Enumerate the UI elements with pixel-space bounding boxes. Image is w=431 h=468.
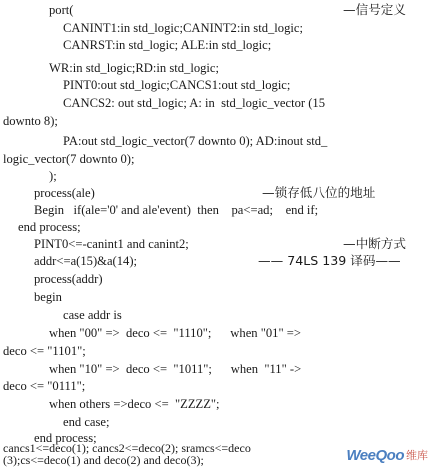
code-line: Begin if(ale='0' and ale'event) then pa<=ad; end if; [34,203,319,217]
code-line: PINT0:out std_logic;CANCS1:out std_logic; [63,78,291,92]
code-line: deco <= "0111"; [3,379,86,393]
code-line: ); [49,169,57,183]
code-line-port: port( [49,3,74,17]
code-line: downto 8); [3,114,58,128]
comment-interrupt-mode: —中断方式 [343,236,406,251]
code-line: logic_vector(7 downto 0); [3,152,135,166]
code-line: end case; [63,415,110,429]
watermark-cn-text: 维库 [406,449,428,462]
code-line: end process; [18,220,81,234]
comment-decoder: —— 74LS 139 译码—— [258,253,401,268]
comment-signal-definition: —信号定义 [343,2,406,17]
code-line: end process; [34,431,97,445]
watermark-logo: WeeQoo [346,446,404,464]
code-line: process(addr) [34,272,103,286]
code-line: CANCS2: out std_logic; A: in std_logic_vector (15 [63,96,326,110]
code-line: case addr is [63,308,122,322]
code-line: process(ale) [34,186,95,200]
code-line: PINT0<=-canint1 and canint2; [34,237,189,251]
code-line: (3);cs<=deco(1) and deco(2) and deco(3); [3,453,204,467]
code-line: CANINT1:in std_logic;CANINT2:in std_logic; [63,21,303,35]
comment-latch-low-address: —锁存低八位的地址 [262,185,376,200]
code-line: when "10" => deco <= "1011"; when "11" -> [49,362,302,376]
code-line: deco <= "1101"; [3,344,86,358]
code-line: WR:in std_logic;RD:in std_logic; [49,61,220,75]
code-line: when "00" => deco <= "1110"; when "01" => [49,326,301,340]
code-line: addr<=a(15)&a(14); [34,254,138,268]
code-line: PA:out std_logic_vector(7 downto 0); AD:inout std_ [63,134,328,148]
watermark [330,444,428,466]
code-line: CANRST:in std_logic; ALE:in std_logic; [63,38,272,52]
code-line: when others =>deco <= "ZZZZ"; [49,397,220,411]
code-line: cancs1<=deco(1); cancs2<=deco(2); sramcs<=deco [3,441,251,455]
code-line: begin [34,290,62,304]
